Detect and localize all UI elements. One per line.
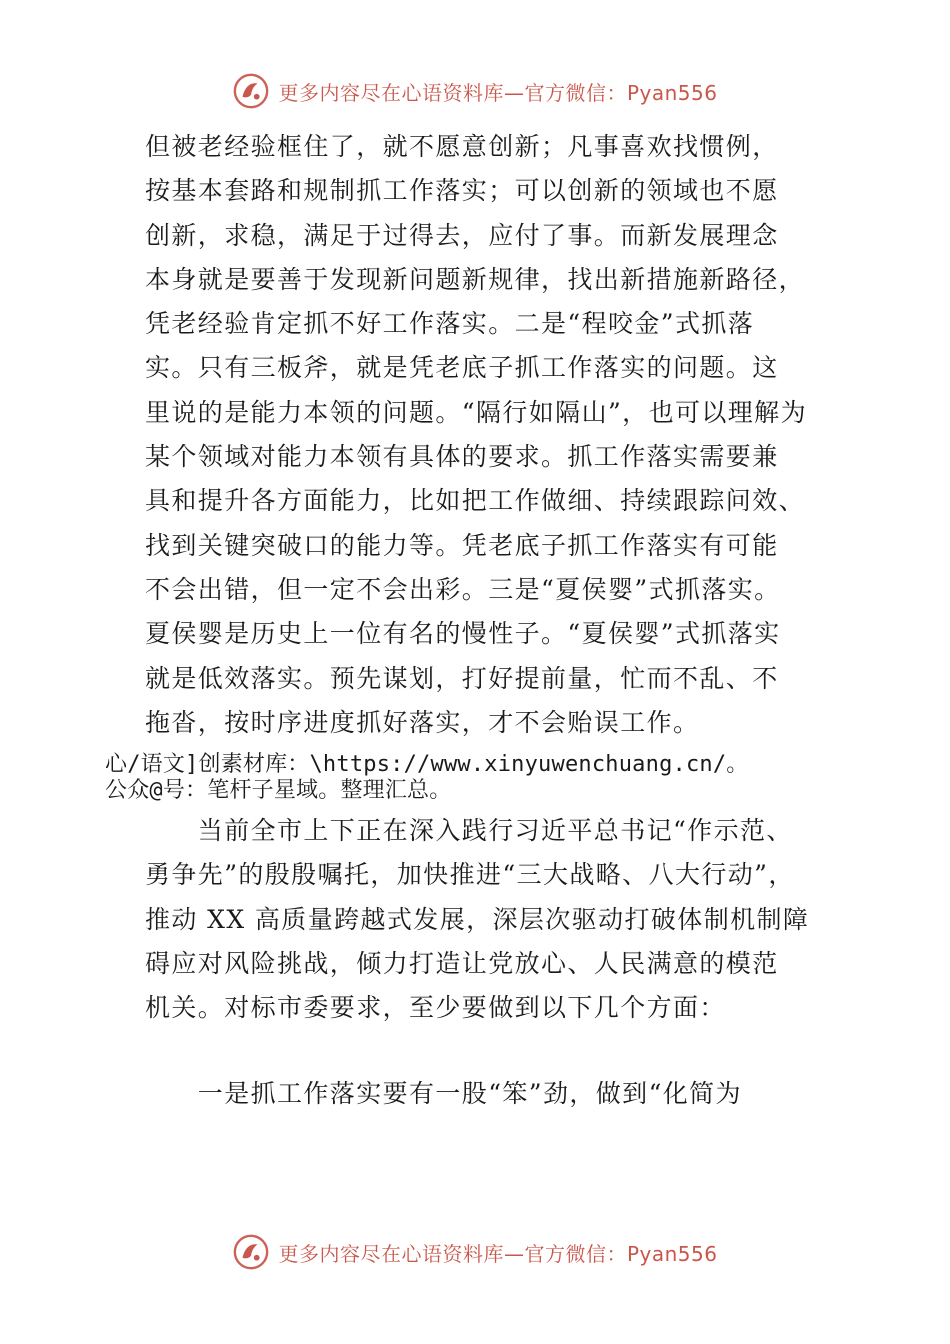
text-line: 拖沓，按时序进度抓好落实，才不会贻误工作。: [145, 707, 700, 737]
text-line: 就是低效落实。预先谋划，打好提前量，忙而不乱、不: [145, 663, 779, 693]
brand-logo-icon: [232, 72, 270, 110]
header-banner-text: 更多内容尽在心语资料库—官方微信：Pyan556: [278, 80, 718, 105]
text-line: 里说的是能力本领的问题。“隔行如隔山”，也可以理解为: [145, 397, 807, 427]
footer-banner-text: 更多内容尽在心语资料库—官方微信：Pyan556: [278, 1241, 718, 1266]
text-line: 夏侯婴是历史上一位有名的慢性子。“夏侯婴”式抓落实: [145, 619, 781, 649]
text-line: 凭老经验肯定抓不好工作落实。二是“程咬金”式抓落: [145, 309, 755, 339]
text-line: 具和提升各方面能力，比如把工作做细、持续跟踪问效、: [145, 486, 806, 516]
text-line: 当前全市上下正在深入践行习近平总书记“作示范、: [145, 816, 793, 845]
text-line: 某个领域对能力本领有具体的要求。抓工作落实需要兼: [145, 442, 779, 472]
source-line: 心/语文]创素材库：\https://www.xinyuwenchuang.cn/。: [105, 752, 749, 777]
footer-banner: [0, 1233, 950, 1271]
text-line: 按基本套路和规制抓工作落实；可以创新的领域也不愿: [145, 176, 779, 206]
text-line: 推动 XX 高质量跨越式发展，深层次驱动打破体制机制障: [145, 904, 810, 934]
text-line: 机关。对标市委要求，至少要做到以下几个方面：: [145, 993, 726, 1023]
text-line: 实。只有三板斧，就是凭老底子抓工作落实的问题。这: [145, 353, 779, 383]
source-note: [105, 752, 749, 804]
paragraph-3: [145, 1072, 742, 1116]
text-line: 找到关键突破口的能力等。凭老底子抓工作落实有可能: [145, 530, 779, 560]
brand-logo-icon: [232, 1233, 270, 1271]
header-banner: [0, 72, 950, 110]
text-line: 勇争先”的殷殷嘱托，加快推进“三大战略、八大行动”，: [145, 860, 795, 890]
text-line: 碍应对风险挑战，倾力打造让党放心、人民满意的模范: [145, 948, 779, 978]
text-line: 本身就是要善于发现新问题新规律，找出新措施新路径，: [145, 264, 806, 294]
paragraph-2: [145, 809, 809, 1030]
text-line: 不会出错，但一定不会出彩。三是“夏侯婴”式抓落实。: [145, 574, 781, 604]
source-line: 公众@号：笔杆子星域。整理汇总。: [105, 778, 452, 803]
text-line: 创新，求稳，满足于过得去，应付了事。而新发展理念: [145, 220, 779, 250]
text-line: 但被老经验框住了，就不愿意创新；凡事喜欢找惯例，: [145, 132, 779, 161]
text-line: 一是抓工作落实要有一股“笨”劲，做到“化简为: [145, 1079, 742, 1108]
paragraph-1: [145, 125, 807, 745]
